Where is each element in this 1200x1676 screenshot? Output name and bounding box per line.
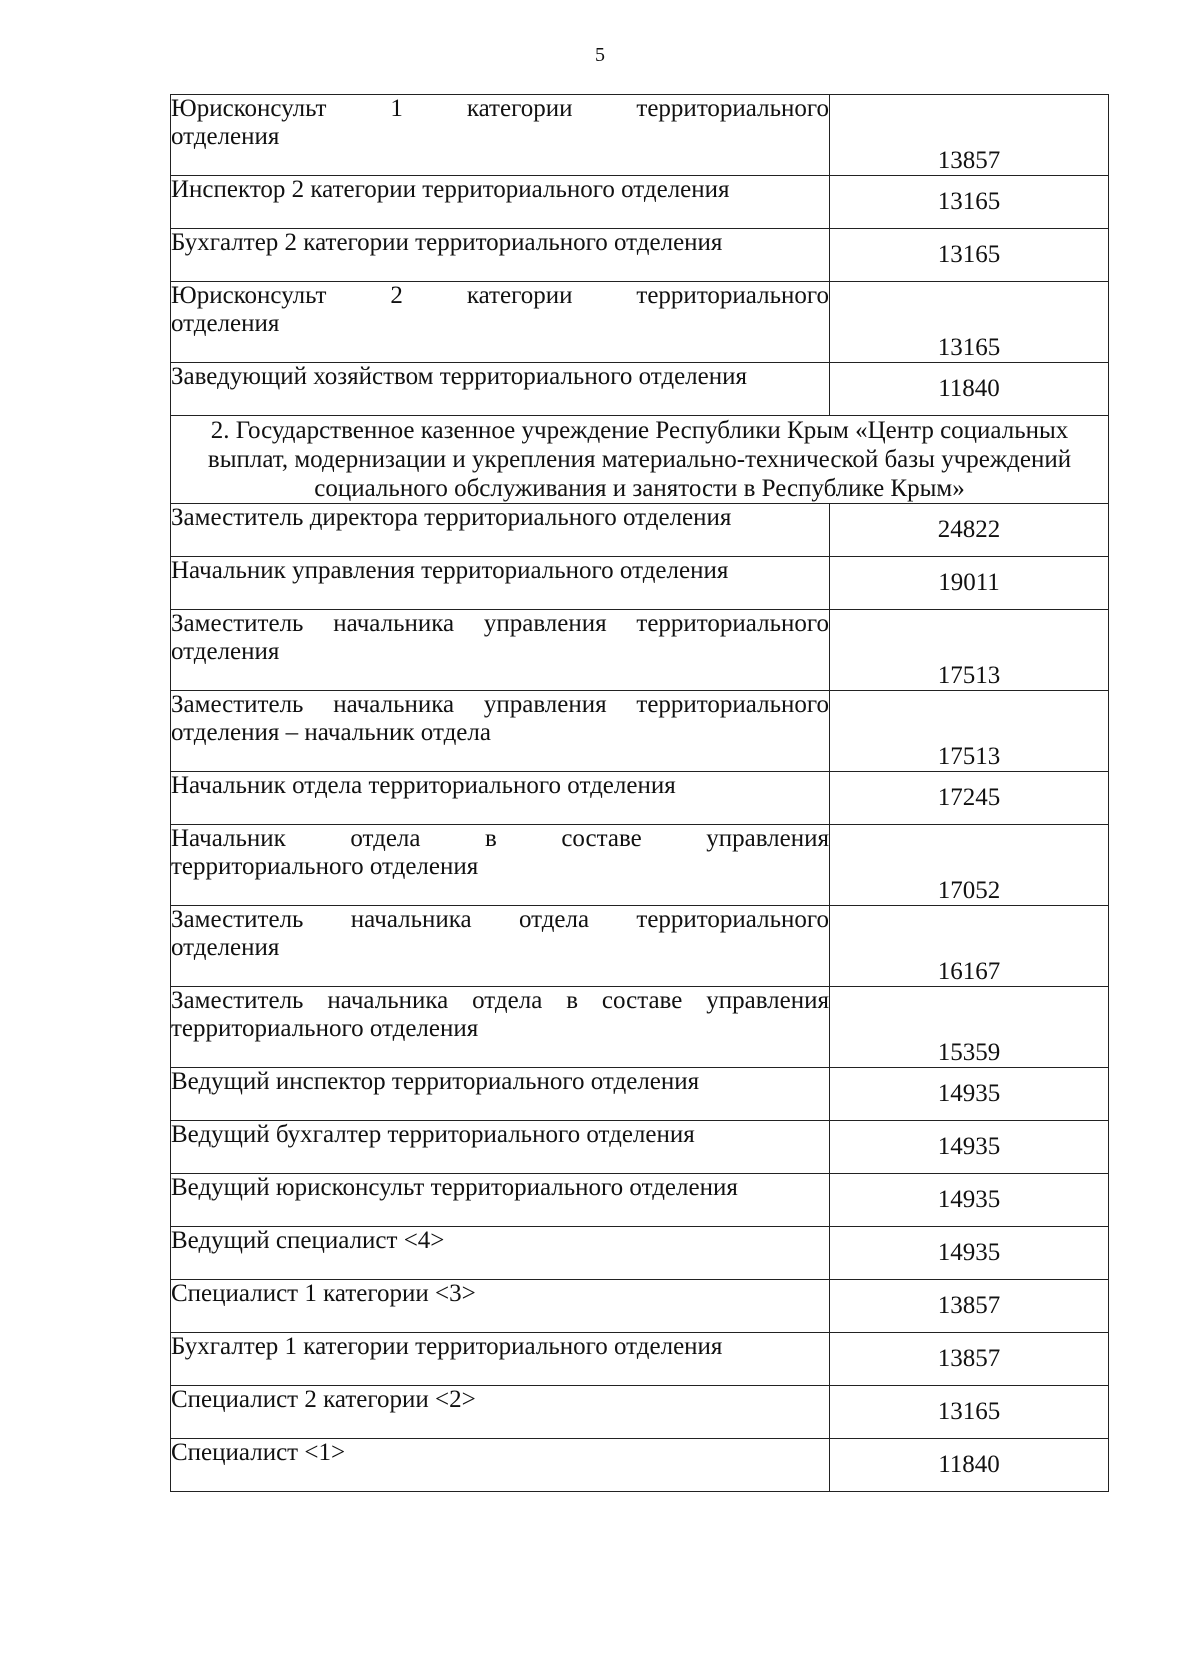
table-row xyxy=(171,282,1109,363)
salary-value-cell: 11840 xyxy=(830,1439,1109,1492)
position-title-cell xyxy=(171,987,830,1068)
position-title-cell: Заместитель директора территориального отделения xyxy=(171,504,830,557)
table-row xyxy=(171,504,1109,557)
position-title-cell xyxy=(171,906,830,987)
position-title-cell: Начальник отдела территориального отделения xyxy=(171,772,830,825)
salary-value-cell: 14935 xyxy=(830,1068,1109,1121)
table-row xyxy=(171,1174,1109,1227)
table-row xyxy=(171,987,1109,1068)
position-title-cell: Заведующий хозяйством территориального отделения xyxy=(171,363,830,416)
salary-value-cell: 11840 xyxy=(830,363,1109,416)
position-title-cell: Инспектор 2 категории территориального отделения xyxy=(171,176,830,229)
section-header-row xyxy=(171,416,1109,504)
position-title-cell: Специалист 2 категории <2> xyxy=(171,1386,830,1439)
position-title-cell: Бухгалтер 1 категории территориального отделения xyxy=(171,1333,830,1386)
position-title-line-2: территориального отделения xyxy=(171,1015,479,1042)
salary-value-cell: 17052 xyxy=(830,825,1109,906)
salary-value-cell: 17513 xyxy=(830,691,1109,772)
position-title-cell xyxy=(171,610,830,691)
salary-table-body xyxy=(171,95,1109,1492)
salary-value-cell: 17513 xyxy=(830,610,1109,691)
position-title-cell: Ведущий бухгалтер территориального отделения xyxy=(171,1121,830,1174)
section-header: 2. Государственное казенное учреждение Республики Крым «Центр социальных выплат, модернизации и укрепления материально-технической базы учреждений социального обслуживания и занятости в Республике Крым» xyxy=(171,416,1109,504)
position-title-cell: Ведущий специалист <4> xyxy=(171,1227,830,1280)
salary-table xyxy=(170,94,1109,1492)
salary-value-cell: 16167 xyxy=(830,906,1109,987)
position-title-line-1: Заместитель начальника отдела территориального xyxy=(171,906,829,933)
table-row xyxy=(171,1386,1109,1439)
table-row xyxy=(171,229,1109,282)
salary-value-cell: 13165 xyxy=(830,176,1109,229)
table-row xyxy=(171,1121,1109,1174)
salary-value-cell: 13165 xyxy=(830,282,1109,363)
position-title-line-2: отделения xyxy=(171,638,280,665)
table-row xyxy=(171,95,1109,176)
position-title-line-2: территориального отделения xyxy=(171,853,479,880)
salary-value-cell: 15359 xyxy=(830,987,1109,1068)
table-row xyxy=(171,363,1109,416)
table-row xyxy=(171,176,1109,229)
table-row xyxy=(171,772,1109,825)
salary-value-cell: 13857 xyxy=(830,1280,1109,1333)
position-title-cell xyxy=(171,95,830,176)
position-title-line-2: отделения – начальник отдела xyxy=(171,719,491,746)
position-title-line-1: Заместитель начальника управления территориального xyxy=(171,610,829,637)
position-title-line-2: отделения xyxy=(171,123,280,150)
position-title-line-1: Начальник отдела в составе управления xyxy=(171,825,829,852)
position-title-cell: Ведущий юрисконсульт территориального отделения xyxy=(171,1174,830,1227)
salary-value-cell: 19011 xyxy=(830,557,1109,610)
position-title-cell: Бухгалтер 2 категории территориального отделения xyxy=(171,229,830,282)
table-row xyxy=(171,1333,1109,1386)
table-row xyxy=(171,557,1109,610)
salary-value-cell: 14935 xyxy=(830,1174,1109,1227)
position-title-cell: Специалист <1> xyxy=(171,1439,830,1492)
position-title-cell: Специалист 1 категории <3> xyxy=(171,1280,830,1333)
position-title-line-1: Заместитель начальника управления территориального xyxy=(171,691,829,718)
position-title-line-1: Юрисконсульт 2 категории территориального xyxy=(171,282,829,309)
position-title-cell: Ведущий инспектор территориального отделения xyxy=(171,1068,830,1121)
table-row xyxy=(171,1280,1109,1333)
position-title-line-2: отделения xyxy=(171,934,280,961)
table-row xyxy=(171,691,1109,772)
position-title-cell: Начальник управления территориального отделения xyxy=(171,557,830,610)
salary-value-cell: 17245 xyxy=(830,772,1109,825)
salary-value-cell: 24822 xyxy=(830,504,1109,557)
table-row xyxy=(171,1439,1109,1492)
table-row xyxy=(171,1227,1109,1280)
table-row xyxy=(171,825,1109,906)
salary-value-cell: 13165 xyxy=(830,1386,1109,1439)
position-title-cell xyxy=(171,691,830,772)
salary-value-cell: 13165 xyxy=(830,229,1109,282)
salary-value-cell: 14935 xyxy=(830,1227,1109,1280)
table-row xyxy=(171,906,1109,987)
page-number: 5 xyxy=(595,44,605,66)
table-row xyxy=(171,1068,1109,1121)
position-title-cell xyxy=(171,282,830,363)
salary-value-cell: 14935 xyxy=(830,1121,1109,1174)
position-title-cell xyxy=(171,825,830,906)
salary-value-cell: 13857 xyxy=(830,95,1109,176)
position-title-line-1: Заместитель начальника отдела в составе управления xyxy=(171,987,829,1014)
position-title-line-1: Юрисконсульт 1 категории территориального xyxy=(171,95,829,122)
position-title-line-2: отделения xyxy=(171,310,280,337)
table-row xyxy=(171,610,1109,691)
salary-value-cell: 13857 xyxy=(830,1333,1109,1386)
